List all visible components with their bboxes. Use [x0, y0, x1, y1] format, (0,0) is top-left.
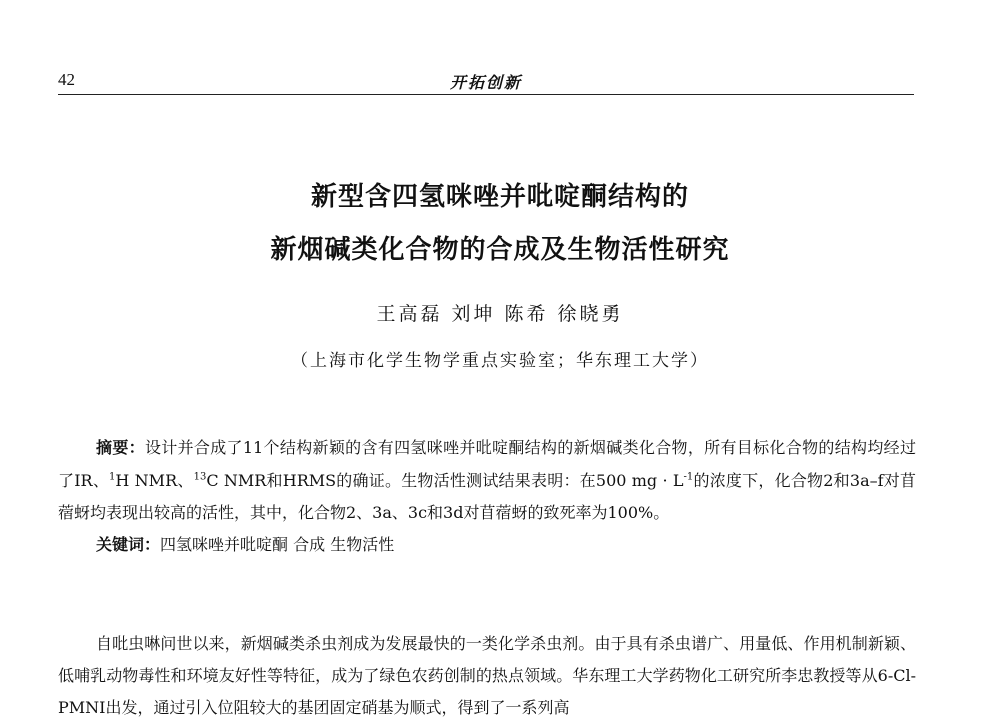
page-number: 42 [58, 70, 75, 89]
abstract-sup-unit: -1 [683, 471, 694, 483]
page-header [58, 68, 914, 95]
keywords [96, 530, 394, 560]
abstract-text-4: 的浓度下，化合物2和3a–f对苜蓿蚜均表现出较高的活性，其中，化合物2、3a、3c和3d对苜蓿蚜的致死率为100%。 [58, 470, 916, 522]
paper-title-line-2: 新烟碱类化合物的合成及生物活性研究 [270, 235, 730, 265]
keywords-label: 关键词： [96, 535, 161, 554]
paper-title-line-1: 新型含四氢咪唑并吡啶酮结构的 [310, 182, 689, 212]
abstract-sup-h: 1 [109, 471, 116, 483]
affiliation: （上海市化学生物学重点实验室；华东理工大学） [291, 351, 709, 371]
abstract [58, 432, 916, 530]
intro-paragraph: 自吡虫啉问世以来，新烟碱类杀虫剂成为发展最快的一类化学杀虫剂。由于具有杀虫谱广、用量低、作用机制新颖、低哺乳动物毒性和环境友好性等特征，成为了绿色农药创制的热点领域。华东理工大学药物化工研究所李忠教授等从6-Cl-PMNI出发，通过引入位阻较大的基团固定硝基为顺式，得到了一系列高 [58, 634, 916, 717]
abstract-text-3: C NMR和HRMS的确证。生物活性测试结果表明：在500 mg · L [206, 470, 684, 490]
running-head: 开拓创新 [449, 73, 522, 92]
abstract-label: 摘要： [96, 438, 145, 457]
keywords-text: 四氢咪唑并吡啶酮 合成 生物活性 [160, 535, 395, 554]
abstract-sup-c: 13 [193, 471, 207, 483]
abstract-text-1: 设计并合成了11个结构新颖的含有四氢咪唑并吡啶酮结构的新烟碱类化合物，所有目标化合物的结构均经过了IR、 [58, 438, 916, 490]
author-list: 王高磊 刘坤 陈希 徐晓勇 [376, 303, 624, 325]
abstract-text-2: H NMR、 [115, 470, 194, 490]
